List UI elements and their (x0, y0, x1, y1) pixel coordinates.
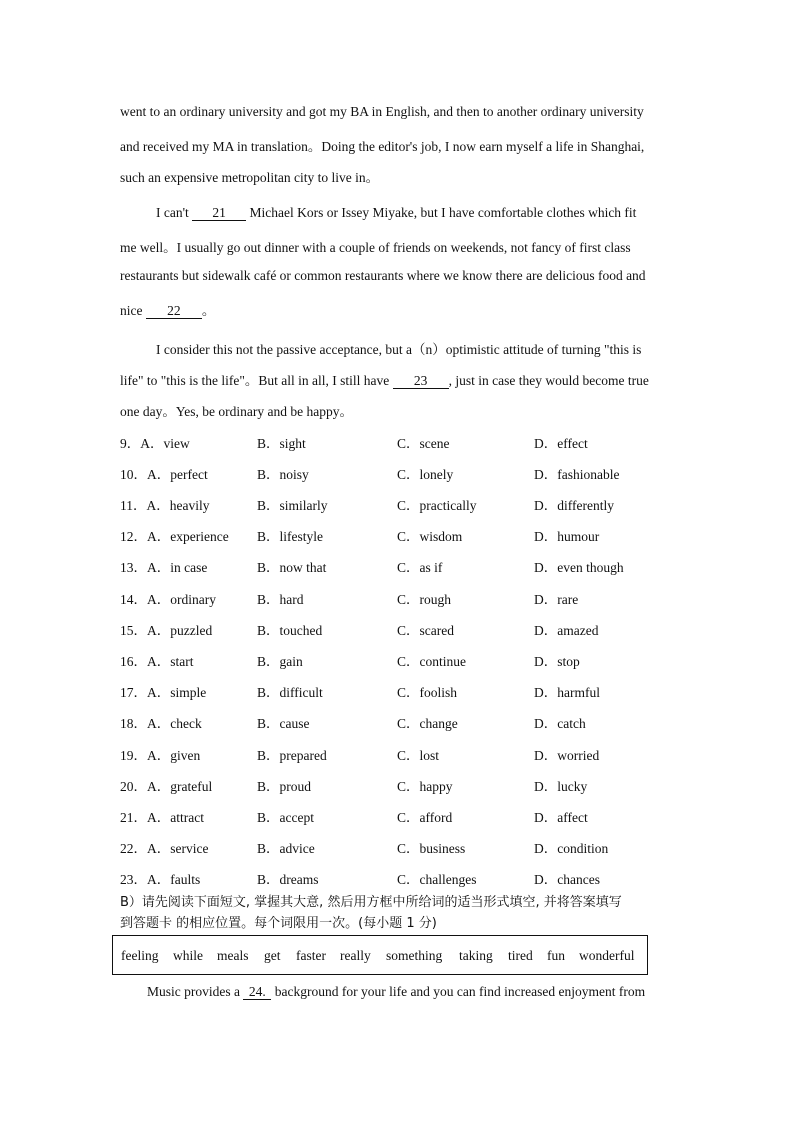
option-c: C．foolish (397, 685, 458, 700)
option-d: D．effect (534, 436, 588, 451)
option-c: C．practically (397, 498, 477, 513)
option-b: B．prepared (257, 748, 327, 763)
option-b: B．similarly (257, 498, 328, 513)
option-c: C．continue (397, 654, 466, 669)
option-d: D．humour (534, 529, 600, 544)
option-c: C．rough (397, 592, 451, 607)
option-b: B．accept (257, 810, 314, 825)
question-number-and-option-a: 9．A．view (120, 436, 190, 451)
option-b: B．proud (257, 779, 311, 794)
passage-text: I can't (156, 205, 189, 220)
option-c: C．lost (397, 748, 440, 763)
question-row (120, 744, 680, 764)
question-number-and-option-a: 13．A．in case (120, 560, 208, 575)
option-d: D．chances (534, 872, 600, 887)
option-b: B．difficult (257, 685, 323, 700)
question-row (120, 650, 680, 670)
option-c: C．change (397, 716, 458, 731)
option-d: D．condition (534, 841, 609, 856)
option-d: D．harmful (534, 685, 600, 700)
option-d: D．fashionable (534, 467, 620, 482)
question-row (120, 463, 680, 483)
option-b: B．advice (257, 841, 315, 856)
question-number-and-option-a: 20．A．grateful (120, 779, 213, 794)
word-bank-item: get (264, 948, 281, 963)
option-c: C．scene (397, 436, 450, 451)
question-number-and-option-a: 10．A．perfect (120, 467, 208, 482)
option-d: D．worried (534, 748, 600, 763)
option-b: B．gain (257, 654, 303, 669)
word-bank-item: taking (459, 948, 493, 963)
blank-24: 24. (243, 985, 271, 1000)
word-bank-item: fun (547, 948, 565, 963)
option-d: D．even though (534, 560, 624, 575)
question-row (120, 525, 680, 545)
question-row (120, 712, 680, 732)
passage-text: life" to "this is the life"。But all in all, I still have (120, 373, 390, 388)
question-row (120, 837, 680, 857)
option-d: D．amazed (534, 623, 599, 638)
passage-line: me well。I usually go out dinner with a couple of friends on weekends, not fancy of first class (120, 240, 631, 255)
word-bank-item: feeling (121, 948, 159, 963)
question-number-and-option-a: 22．A．service (120, 841, 209, 856)
word-bank-box (112, 935, 648, 975)
word-bank-item: while (173, 948, 203, 963)
passage-line: such an expensive metropolitan city to live in。 (120, 170, 380, 185)
word-bank-item: something (386, 948, 443, 963)
question-number-and-option-a: 14．A．ordinary (120, 592, 216, 607)
question-number-and-option-a: 21．A．attract (120, 810, 204, 825)
instruction-line: B）请先阅读下面短文, 掌握其大意, 然后用方框中所给词的适当形式填空, 并将答案填写 (120, 895, 622, 910)
question-number-and-option-a: 17．A．simple (120, 685, 207, 700)
option-c: C．happy (397, 779, 453, 794)
option-d: D．stop (534, 654, 580, 669)
question-row (120, 806, 680, 826)
passage-line (156, 205, 636, 221)
question-number-and-option-a: 12．A．experience (120, 529, 229, 544)
option-b: B．touched (257, 623, 323, 638)
question-row (120, 681, 680, 701)
option-c: C．lonely (397, 467, 454, 482)
question-row (120, 432, 680, 452)
passage-line: and received my MA in translation。Doing the editor's job, I now earn myself a life in Shanghai, (120, 139, 645, 154)
passage-line: one day。Yes, be ordinary and be happy。 (120, 404, 353, 419)
passage-text: Music provides a (147, 984, 240, 999)
question-row (120, 494, 680, 514)
passage-text: background for your life and you can find increased enjoyment from (274, 984, 646, 999)
option-c: C．scared (397, 623, 454, 638)
instruction-line: 到答题卡 的相应位置。每个词限用一次。(每小题 1 分) (120, 916, 437, 931)
passage-text: nice (120, 303, 143, 318)
option-d: D．differently (534, 498, 614, 513)
option-c: C．as if (397, 560, 443, 575)
passage-line (120, 369, 649, 389)
option-c: C．challenges (397, 872, 477, 887)
question-number-and-option-a: 18．A．check (120, 716, 202, 731)
word-bank-item: really (340, 948, 371, 963)
option-b: B．now that (257, 560, 327, 575)
option-b: B．cause (257, 716, 310, 731)
passage-text: 。 (201, 303, 216, 318)
option-d: D．lucky (534, 779, 588, 794)
option-c: C．wisdom (397, 529, 463, 544)
passage-line: I consider this not the passive acceptance, but a（n）optimistic attitude of turning "this is (156, 342, 642, 357)
passage-line: restaurants but sidewalk café or common restaurants where we know there are delicious food and (120, 268, 646, 283)
blank-22: 22 (146, 304, 202, 319)
option-b: B．lifestyle (257, 529, 323, 544)
passage-line (147, 984, 645, 1000)
passage-line (120, 299, 215, 319)
question-row (120, 619, 680, 639)
word-bank-item: faster (296, 948, 326, 963)
option-b: B．sight (257, 436, 306, 451)
blank-23: 23 (393, 374, 449, 389)
option-c: C．business (397, 841, 466, 856)
option-b: B．noisy (257, 467, 309, 482)
question-number-and-option-a: 23．A．faults (120, 872, 201, 887)
option-d: D．affect (534, 810, 588, 825)
option-b: B．dreams (257, 872, 319, 887)
section-b-instructions (120, 892, 680, 934)
question-number-and-option-a: 15．A．puzzled (120, 623, 213, 638)
word-bank-item: meals (217, 948, 249, 963)
question-number-and-option-a: 19．A．given (120, 748, 201, 763)
option-d: D．rare (534, 592, 579, 607)
blank-21: 21 (192, 206, 246, 221)
question-number-and-option-a: 11．A．heavily (120, 498, 210, 513)
question-number-and-option-a: 16．A．start (120, 654, 194, 669)
option-b: B．hard (257, 592, 304, 607)
passage-text: , just in case they would become true (448, 373, 649, 388)
word-bank-item: tired (508, 948, 533, 963)
word-bank-item: wonderful (579, 948, 635, 963)
option-c: C．afford (397, 810, 453, 825)
question-row (120, 775, 680, 795)
passage-line: went to an ordinary university and got my BA in English, and then to another ordinary university (120, 104, 644, 119)
question-row (120, 556, 680, 576)
question-row (120, 868, 680, 888)
question-row (120, 588, 680, 608)
passage-text: Michael Kors or Issey Miyake, but I have comfortable clothes which fit (249, 205, 637, 220)
option-d: D．catch (534, 716, 586, 731)
